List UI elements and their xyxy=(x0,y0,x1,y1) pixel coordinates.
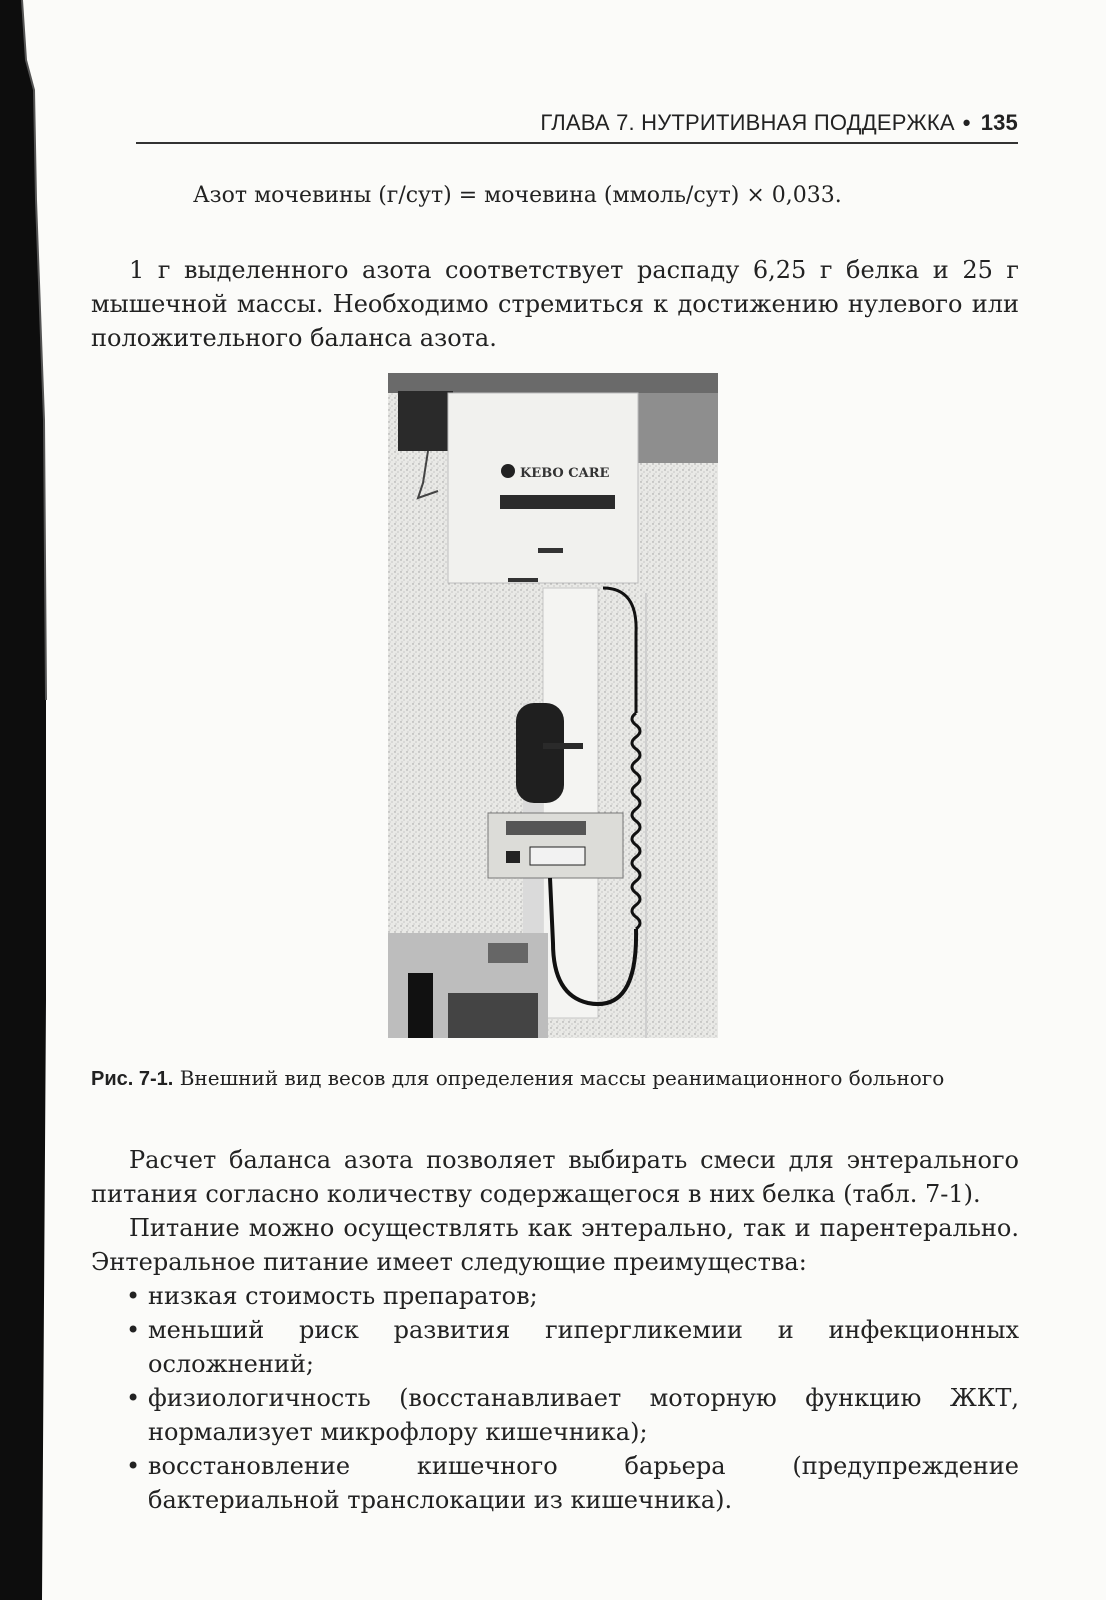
page-binding-shadow xyxy=(0,0,48,1600)
page-number: 135 xyxy=(980,110,1018,135)
list-item: • меньший риск развития гипергликемии и инфекционных осложнений; xyxy=(124,1313,1019,1381)
list-item: • низкая стоимость препаратов; xyxy=(124,1279,1019,1313)
figure-caption-text: Внешний вид весов для определения массы реанимационного больного xyxy=(179,1066,945,1090)
paragraph-feeding-routes: Питание можно осуществлять как энтерально, так и парентерально. Энтеральное питание имеет следующие преимущества: xyxy=(91,1214,1019,1276)
list-item: • восстановление кишечного барьера (предупреждение бактериальной транслокации из кишечника). xyxy=(124,1449,1019,1517)
running-header xyxy=(136,106,1018,144)
list-item: • физиологичность (восстанавливает моторную функцию ЖКТ, нормализует микрофлору кишечника); xyxy=(124,1381,1019,1449)
header-separator: • xyxy=(962,110,971,135)
scale-photo xyxy=(388,373,718,1038)
chapter-title: ГЛАВА 7. НУТРИТИВНАЯ ПОДДЕРЖКА xyxy=(540,110,955,135)
figure-caption xyxy=(91,1063,1019,1094)
advantages-list xyxy=(124,1279,1019,1517)
clamp-handle xyxy=(516,703,564,803)
brand-logo-icon xyxy=(501,464,515,478)
nitrogen-formula: Азот мочевины (г/сут) = мочевина (ммоль/сут) × 0,033. xyxy=(193,183,842,208)
paragraph-nitrogen-balance: 1 г выделенного азота соответствует распаду 6,25 г белка и 25 г мышечной массы. Необходимо стремиться к достижению нулевого или положительного баланса азота. xyxy=(91,256,1019,352)
paragraph-enteral-mixtures: Расчет баланса азота позволяет выбирать смеси для энтерального питания согласно количеству содержащегося в них белка (табл. 7-1). xyxy=(91,1146,1019,1208)
figure-label: Рис. 7-1. xyxy=(91,1068,174,1090)
device-brand-label: KEBO CARE xyxy=(520,466,610,481)
display-slot xyxy=(500,495,615,509)
